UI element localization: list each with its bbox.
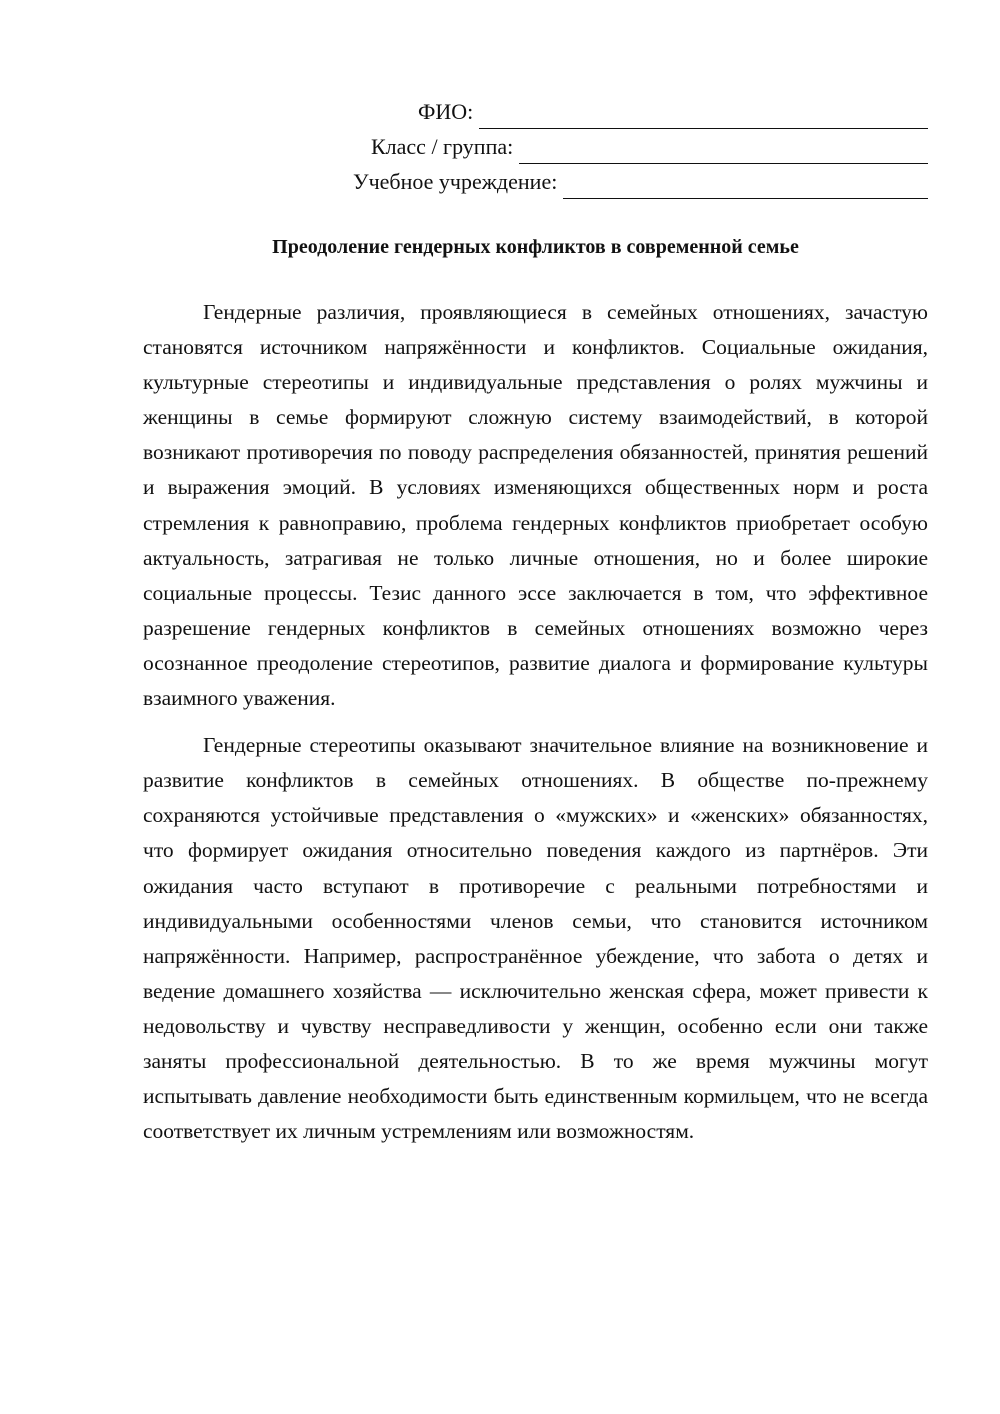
class-group-blank-line xyxy=(519,137,928,164)
institution-blank-line xyxy=(563,172,928,199)
class-group-label: Класс / группа: xyxy=(371,134,514,159)
fio-row xyxy=(418,94,928,129)
class-row xyxy=(371,129,928,164)
institution-label: Учебное учреждение: xyxy=(353,169,558,194)
paragraph-1: Гендерные различия, проявляющиеся в семейных отношениях, зачастую становятся источником напряжённости и конфликтов. Социальные ожидания, культурные стереотипы и индивидуальные представления о ролях мужчины и женщины в семье формируют сложную систему взаимодействий, в которой возникают противоречия по поводу распределения обязанностей, принятия решений и выражения эмоций. В условиях изменяющихся общественных норм и роста стремления к равноправию, проблема гендерных конфликтов приобретает особую актуальность, затрагивая не только личные отношения, но и более широкие социальные процессы. Тезис данного эссе заключается в том, что эффективное разрешение гендерных конфликтов в семейных отношениях возможно через осознанное преодоление стереотипов, развитие диалога и формирование культуры взаимного уважения. xyxy=(143,300,928,711)
essay-title: Преодоление гендерных конфликтов в современной семье xyxy=(272,236,799,258)
paragraph-2: Гендерные стереотипы оказывают значительное влияние на возникновение и развитие конфликтов в семейных отношениях. В обществе по-прежнему сохраняются устойчивые представления о «мужских» и «женских» обязанностях, что формирует ожидания относительно поведения каждого из партнёров. Эти ожидания часто вступают в противоречие с реальными потребностями и индивидуальными особенностями членов семьи, что становится источником напряжённости. Например, распространённое убеждение, что забота о детях и ведение домашнего хозяйства — исключительно женская сфера, может привести к недовольству и чувству несправедливости у женщин, особенно если они также заняты профессиональной деятельностью. В то же время мужчины могут испытывать давление необходимости быть единственным кормильцем, что не всегда соответствует их личным устремлениям или возможностям. xyxy=(143,733,928,1144)
student-info-header xyxy=(328,94,928,199)
fio-label: ФИО: xyxy=(418,99,474,124)
fio-blank-line xyxy=(479,102,928,129)
essay-body xyxy=(143,295,928,1161)
institution-row xyxy=(353,164,928,199)
